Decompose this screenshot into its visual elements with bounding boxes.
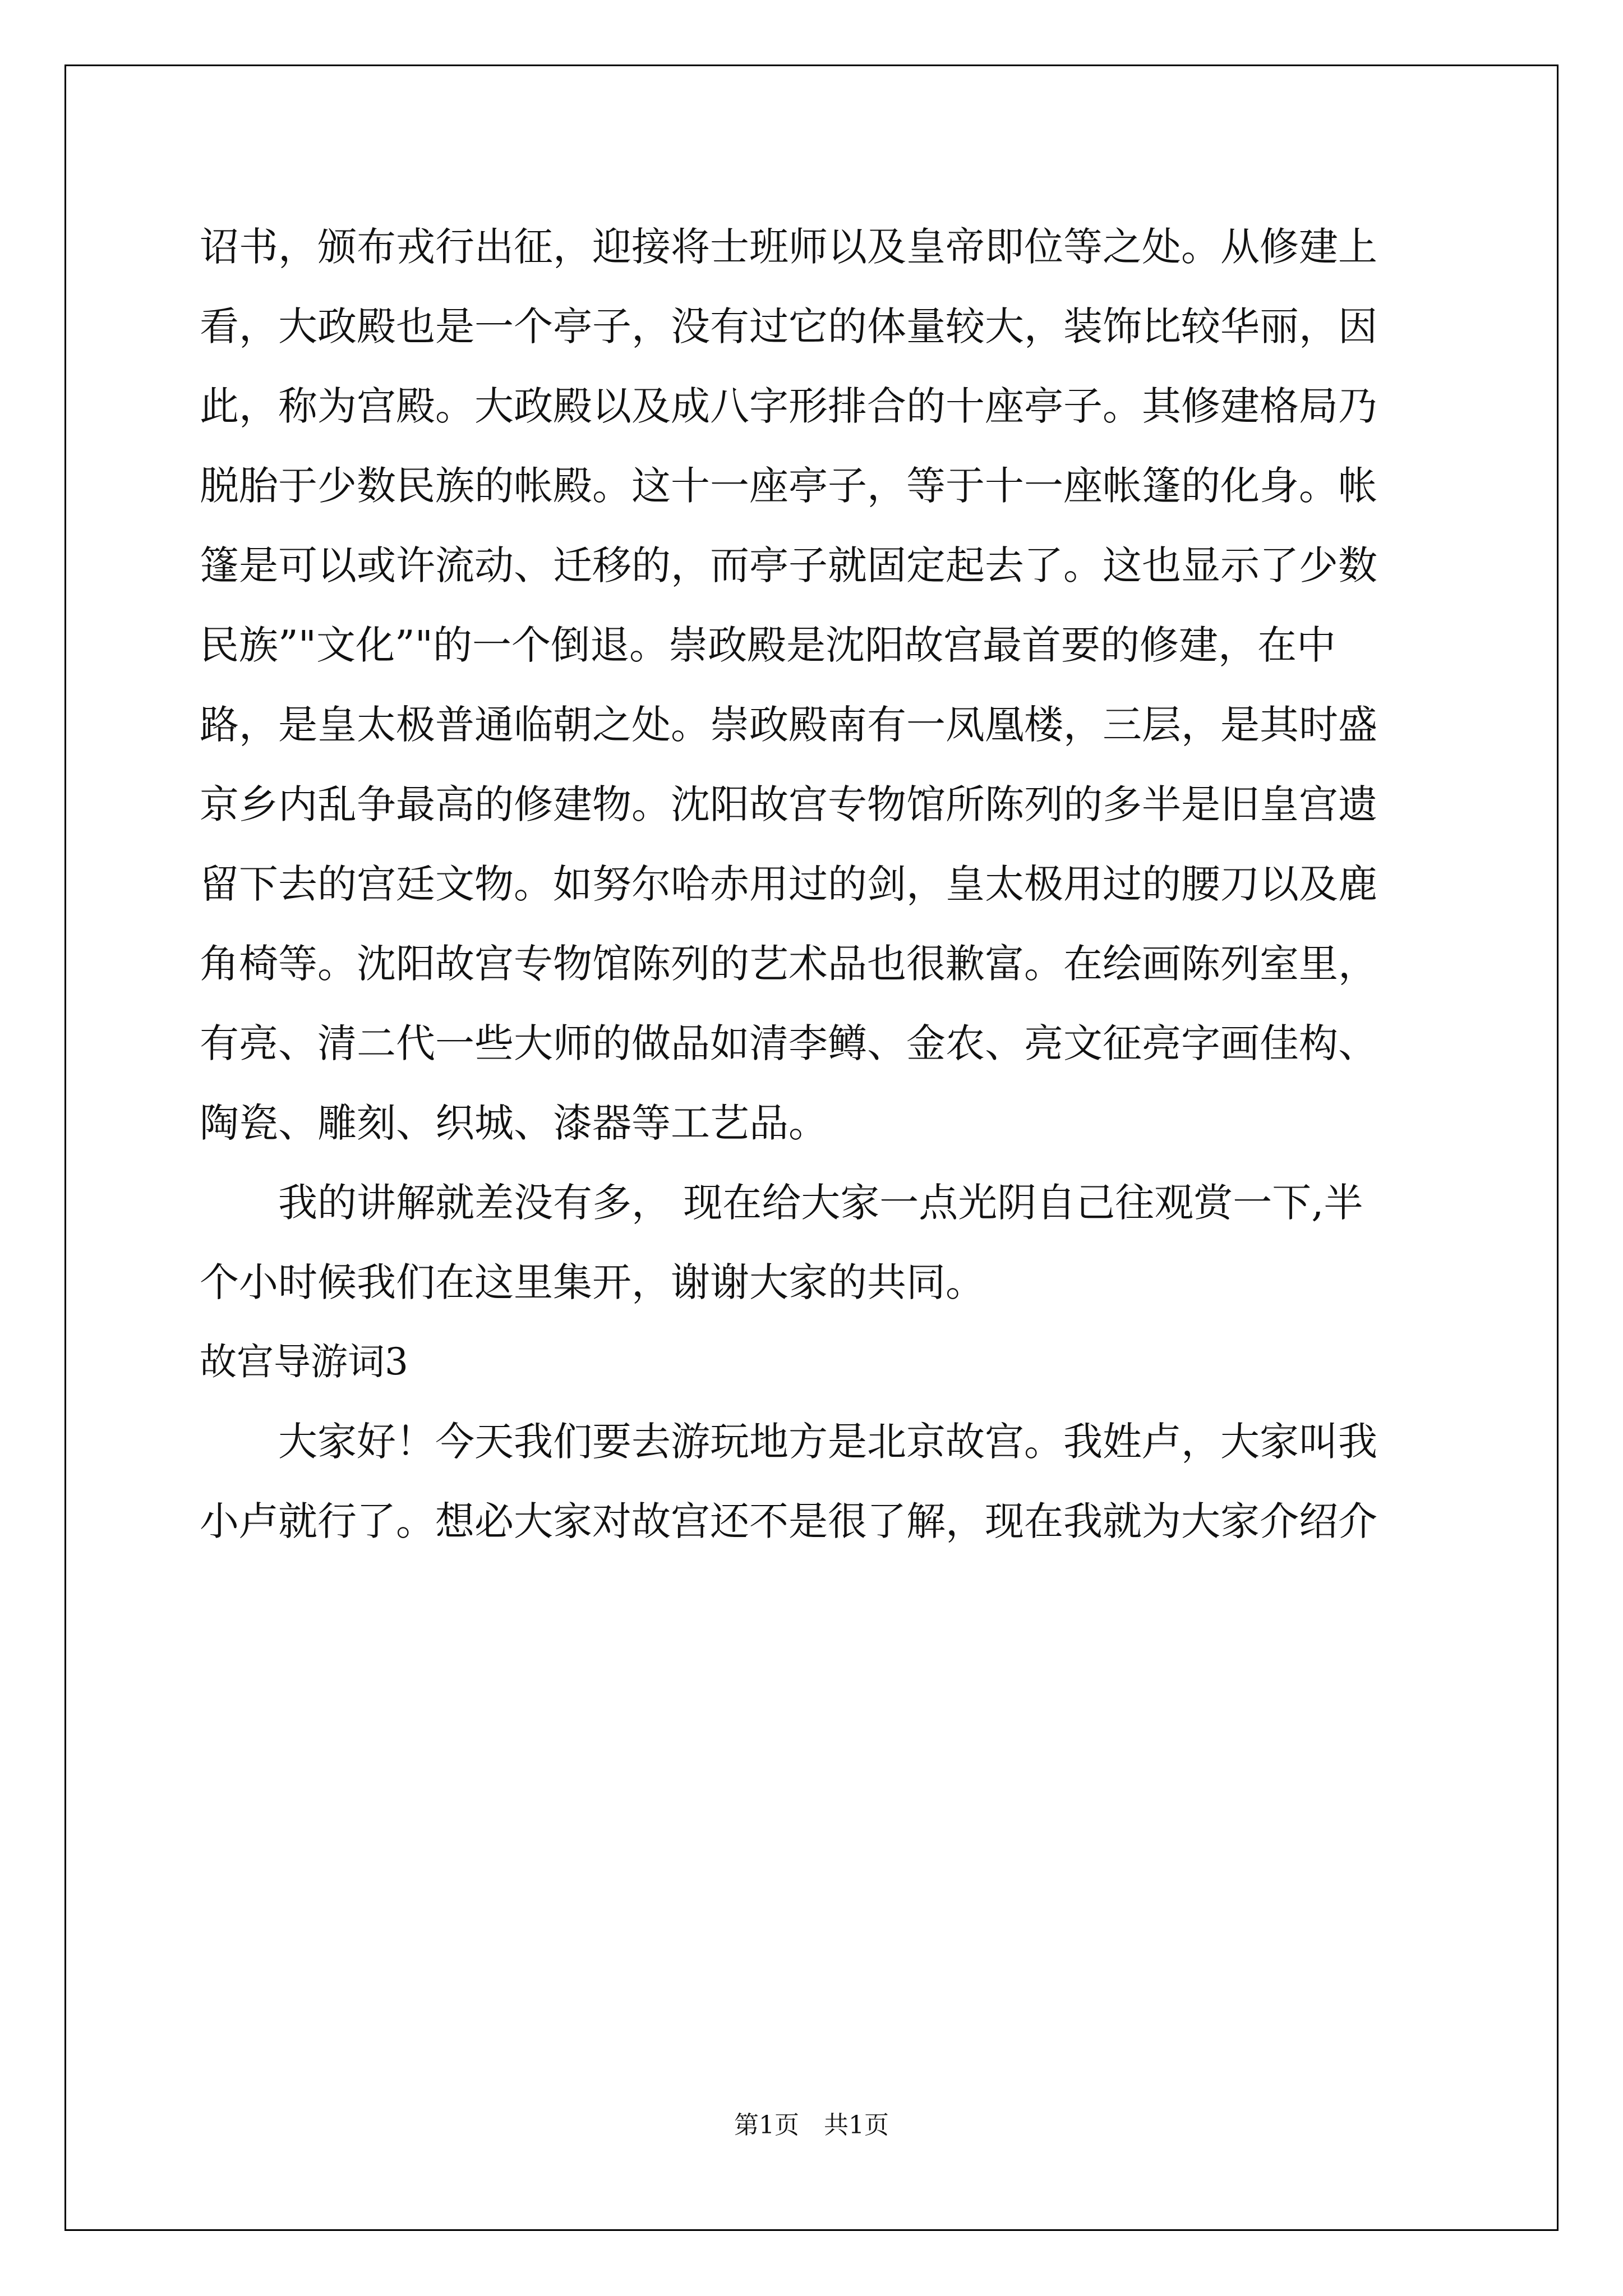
paragraph-line: 诏书，颁布戎行出征，迎接将士班师以及皇帝即位等之处。从修建上 [200,224,1377,270]
paragraph-line: 小卢就行了。想必大家对故宫还不是很了解，现在我就为大家介绍介 [200,1498,1377,1544]
paragraph-line: 京乡内乱争最高的修建物。沈阳故宫专物馆所陈列的多半是旧皇宫遗 [200,781,1377,827]
paragraph-line: 大家好！今天我们要去游玩地方是北京故宫。我姓卢，大家叫我 [200,1419,1377,1465]
paragraph-line: 此，称为宫殿。大政殿以及成八字形排合的十座亭子。其修建格局乃 [200,383,1377,429]
section-heading: 故宫导游词3 [200,1340,408,1383]
paragraph-line: 看，大政殿也是一个亭子，没有过它的体量较大，装饰比较华丽，因 [200,303,1377,349]
paragraph-line: 有亮、清二代一些大师的做品如清李鳟、金农、亮文征亮字画佳构、 [200,1020,1377,1066]
paragraph-line: 路，是皇太极普通临朝之处。崇政殿南有一凤凰楼，三层，是其时盛 [200,702,1377,748]
paragraph-line: 留下去的宫廷文物。如努尔哈赤用过的剑，皇太极用过的腰刀以及鹿 [200,861,1377,907]
page-number-footer: 第1页 共1页 [734,2111,889,2139]
paragraph-line: 角椅等。沈阳故宫专物馆陈列的艺术品也很歉富。在绘画陈列室里， [200,941,1377,987]
paragraph-line: 我的讲解就差没有多， 现在给大家一点光阴自己往观赏一下,半 [200,1180,1363,1226]
paragraph-line: 脱胎于少数民族的帐殿。这十一座亭子，等于十一座帐篷的化身。帐 [200,463,1377,509]
paragraph-line: 陶瓷、雕刻、织城、漆器等工艺品。 [200,1100,828,1146]
paragraph-line: 民族”"文化”"的一个倒退。崇政殿是沈阳故宫最首要的修建，在中 [200,622,1336,668]
paragraph-line: 个小时候我们在这里集开，谢谢大家的共同。 [200,1259,985,1305]
paragraph-line: 篷是可以或许流动、迁移的，而亭子就固定起去了。这也显示了少数 [200,542,1377,588]
